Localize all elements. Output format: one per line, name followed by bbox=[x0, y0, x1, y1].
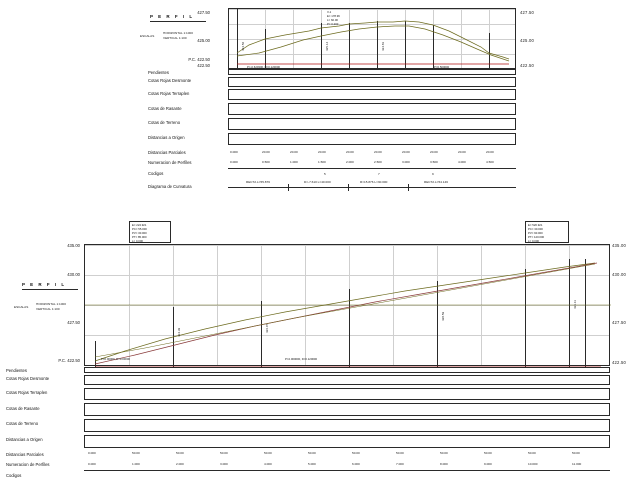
lower-legend-title: P E R F I L bbox=[22, 282, 67, 287]
upper-pn-6: 3.000 bbox=[402, 160, 410, 164]
lower-slope-1: P=2.000000, D=0.120000 bbox=[285, 357, 318, 361]
upper-row-label-2: Cotas Rojas Terraplen bbox=[148, 91, 190, 96]
upper-legend-title: P E R F I L bbox=[150, 14, 195, 19]
lower-vc2-l4: L= 0.000 bbox=[528, 239, 539, 243]
lower-row-band-3 bbox=[84, 403, 610, 416]
upper-curvature-diagram bbox=[228, 180, 516, 191]
lower-pn-9: 9.000 bbox=[484, 462, 492, 466]
upper-curv-note-1: D=-7.610 L=40.000 bbox=[304, 180, 331, 184]
lower-station-text-1: 426.07 bbox=[265, 323, 269, 333]
upper-slope-1: P=0.500000 bbox=[434, 65, 450, 69]
upper-row-band-5 bbox=[228, 133, 516, 145]
upper-scale-h: HORIZONTAL 1:1000 bbox=[163, 31, 193, 35]
upper-row-label-3: Cotas de Rasante bbox=[148, 106, 182, 111]
upper-profile-numbering bbox=[228, 160, 516, 168]
lower-pn-6: 6.000 bbox=[352, 462, 360, 466]
upper-profile bbox=[0, 0, 640, 200]
upper-legend-rule bbox=[150, 21, 206, 22]
lower-pn-7: 7.000 bbox=[396, 462, 404, 466]
lower-pd-7: 50.00 bbox=[396, 451, 404, 455]
lower-axis-right-0: 435.00 bbox=[612, 243, 627, 248]
upper-pn-7: 3.500 bbox=[430, 160, 438, 164]
upper-pd-9: 20.00 bbox=[486, 150, 494, 154]
upper-pd-5: 20.00 bbox=[374, 150, 382, 154]
lower-row-label-5: Distancias a Origen bbox=[6, 437, 43, 442]
lower-axis-left-1: 430.00 bbox=[67, 272, 80, 277]
lower-row-band-0 bbox=[84, 367, 610, 373]
upper-vcurve-1-line-2: P= 0.200 bbox=[327, 22, 339, 26]
lower-vcurve-1-box bbox=[129, 221, 171, 243]
lower-axis-right-2: 427.50 bbox=[612, 320, 627, 325]
lower-pd-11: 50.00 bbox=[572, 451, 580, 455]
upper-pc-label: P.C. 422.50 bbox=[188, 57, 210, 62]
lower-pn-3: 3.000 bbox=[220, 462, 228, 466]
upper-row-label-6: Distancias Parciales bbox=[148, 150, 186, 155]
upper-axis-right-2: 422.50 bbox=[520, 63, 535, 68]
upper-code-8: 9 bbox=[432, 172, 434, 176]
lower-pn-11: 11.000 bbox=[572, 462, 582, 466]
upper-pn-9: 4.500 bbox=[486, 160, 494, 164]
lower-vc1-l3: PT= 85.000 bbox=[132, 235, 147, 239]
upper-axis-left-1: 425.00 bbox=[197, 38, 210, 43]
upper-station-text-2: 424.81 bbox=[381, 41, 385, 51]
lower-pn-0: 0.000 bbox=[88, 462, 96, 466]
lower-vc1-l2: PV= 30.000 bbox=[132, 231, 147, 235]
lower-row-band-4 bbox=[84, 419, 610, 432]
upper-pn-2: 1.000 bbox=[290, 160, 298, 164]
lower-vc1-l1: PC= 55.000 bbox=[132, 227, 147, 231]
upper-row-label-1: Cotas Rojas Desmonte bbox=[148, 78, 192, 83]
lower-station-text-0: 424.39 bbox=[177, 327, 181, 337]
lower-pc-label: P.C. 422.50 bbox=[58, 358, 80, 363]
lower-row-label-4: Cotas de Terreno bbox=[6, 421, 39, 426]
lower-row-band-2 bbox=[84, 388, 610, 400]
upper-pd-0: 0.000 bbox=[230, 150, 238, 154]
upper-profile-numbering-axis bbox=[228, 168, 516, 169]
lower-slope-0: P=0.00000, D=0.00000 bbox=[101, 357, 130, 361]
lower-profile-numbering-axis bbox=[84, 470, 610, 471]
upper-row-label-9: Diagrama de Curvatura bbox=[148, 184, 192, 189]
lower-row-label-8: Codigos bbox=[6, 473, 22, 478]
lower-pn-10: 10.000 bbox=[528, 462, 538, 466]
lower-pd-0: 0.000 bbox=[88, 451, 96, 455]
lower-axis-left-2: 427.50 bbox=[67, 320, 80, 325]
lower-vc2-l1: PC= 30.000 bbox=[528, 227, 543, 231]
upper-pn-5: 2.500 bbox=[374, 160, 382, 164]
upper-code-4: 5 bbox=[324, 172, 326, 176]
lower-partial-distances bbox=[84, 451, 610, 459]
lower-pn-1: 1.000 bbox=[132, 462, 140, 466]
upper-pd-2: 20.00 bbox=[290, 150, 298, 154]
upper-row-label-8: Codigos bbox=[148, 171, 164, 176]
upper-row-label-4: Cotas de Terreno bbox=[148, 120, 181, 125]
lower-pd-1: 50.00 bbox=[132, 451, 140, 455]
upper-codes bbox=[228, 172, 516, 180]
lower-axis-right-3: 422.50 bbox=[612, 360, 627, 365]
lower-station-text-2: 428.59 bbox=[441, 311, 445, 321]
upper-curv-note-0: RECTA L=55.876 bbox=[246, 180, 270, 184]
upper-scale-v: VERTICAL 1:100 bbox=[163, 36, 187, 40]
upper-axis-right-1: 425.00 bbox=[520, 38, 535, 43]
upper-pd-7: 20.00 bbox=[430, 150, 438, 154]
upper-plot-area bbox=[228, 8, 516, 69]
lower-legend-rule bbox=[22, 289, 78, 290]
lower-row-label-3: Cotas de Rasante bbox=[6, 406, 40, 411]
lower-pd-3: 50.00 bbox=[220, 451, 228, 455]
upper-axis-left-2: 422.50 bbox=[197, 63, 210, 68]
lower-axis-right-1: 430.00 bbox=[612, 272, 627, 277]
lower-axis-left-0: 435.00 bbox=[67, 243, 80, 248]
upper-axis-right-0: 427.50 bbox=[520, 10, 535, 15]
lower-scale-h: HORIZONTAL 1:1000 bbox=[36, 302, 66, 306]
upper-row-label-0: Pendientes bbox=[148, 70, 169, 75]
lower-pn-4: 4.000 bbox=[264, 462, 272, 466]
lower-pn-2: 2.000 bbox=[176, 462, 184, 466]
upper-row-band-3 bbox=[228, 103, 516, 115]
upper-vcurve-1-line-0: E= 178.96 bbox=[327, 14, 340, 18]
upper-row-band-1 bbox=[228, 77, 516, 87]
lower-vcurve-2-box bbox=[525, 221, 569, 243]
lower-row-band-1 bbox=[84, 375, 610, 385]
upper-pd-1: 20.00 bbox=[262, 150, 270, 154]
upper-station-text-1: 425.14 bbox=[325, 41, 329, 51]
lower-row-band-5 bbox=[84, 435, 610, 448]
upper-vcurve-1-line-1: L= 60.00 bbox=[327, 18, 338, 22]
lower-profile bbox=[0, 210, 640, 480]
lower-pd-6: 50.00 bbox=[352, 451, 360, 455]
upper-row-band-0 bbox=[228, 69, 516, 75]
lower-scale-v: VERTICAL 1:100 bbox=[36, 307, 60, 311]
upper-row-label-5: Distancias a Origen bbox=[148, 135, 185, 140]
upper-curv-note-3: RECTA L=54.146 bbox=[424, 180, 448, 184]
upper-row-band-4 bbox=[228, 118, 516, 130]
lower-pd-4: 50.00 bbox=[264, 451, 272, 455]
lower-profile-numbering bbox=[84, 462, 610, 470]
lower-vc2-l3: PT= 120.000 bbox=[528, 235, 545, 239]
upper-slope-0: P=-0.620300, D=0.120000 bbox=[247, 65, 280, 69]
lower-vc2-l0: E= 520.921 bbox=[528, 223, 543, 227]
lower-vc1-l4: L= 0.000 bbox=[132, 239, 143, 243]
upper-pd-4: 20.00 bbox=[346, 150, 354, 154]
lower-scale-label: ESCALAS bbox=[14, 305, 29, 309]
lower-plot-area bbox=[84, 223, 610, 366]
upper-pn-1: 0.500 bbox=[262, 160, 270, 164]
upper-pd-3: 20.00 bbox=[318, 150, 326, 154]
upper-code-6: 7 bbox=[378, 172, 380, 176]
upper-pn-4: 2.000 bbox=[346, 160, 354, 164]
upper-pd-6: 20.00 bbox=[402, 150, 410, 154]
lower-vc1-l0: E= 224.921 bbox=[132, 223, 147, 227]
upper-axis-left-0: 427.50 bbox=[197, 10, 210, 15]
lower-pd-2: 50.00 bbox=[176, 451, 184, 455]
upper-partial-distances bbox=[228, 149, 516, 157]
upper-row-label-7: Numeracion de Perfiles bbox=[148, 160, 192, 165]
lower-pd-8: 50.00 bbox=[440, 451, 448, 455]
upper-row-band-2 bbox=[228, 89, 516, 100]
upper-station-text-0: 424.56 bbox=[241, 41, 245, 51]
upper-vcurve-1-label: V-1 bbox=[327, 10, 332, 14]
lower-row-label-2: Cotas Rojas Terraplen bbox=[6, 390, 48, 395]
lower-row-label-7: Numeracion de Perfiles bbox=[6, 462, 50, 467]
upper-pd-8: 20.00 bbox=[458, 150, 466, 154]
lower-pd-5: 50.00 bbox=[308, 451, 316, 455]
upper-pn-8: 4.000 bbox=[458, 160, 466, 164]
lower-pd-9: 50.00 bbox=[484, 451, 492, 455]
lower-pn-5: 5.000 bbox=[308, 462, 316, 466]
lower-pd-10: 50.00 bbox=[528, 451, 536, 455]
upper-scale-label: ESCALAS bbox=[140, 34, 155, 38]
upper-curv-note-2: R=15.876 L=30.000 bbox=[360, 180, 388, 184]
lower-pn-8: 8.000 bbox=[440, 462, 448, 466]
upper-pn-0: 0.000 bbox=[230, 160, 238, 164]
lower-station-text-3: 431.11 bbox=[573, 300, 577, 309]
lower-row-label-1: Cotas Rojas Desmonte bbox=[6, 376, 50, 381]
lower-row-label-6: Distancias Parciales bbox=[6, 452, 44, 457]
lower-row-label-0: Pendientes bbox=[6, 368, 27, 373]
lower-vc2-l2: PV= 90.000 bbox=[528, 231, 543, 235]
upper-pn-3: 1.500 bbox=[318, 160, 326, 164]
